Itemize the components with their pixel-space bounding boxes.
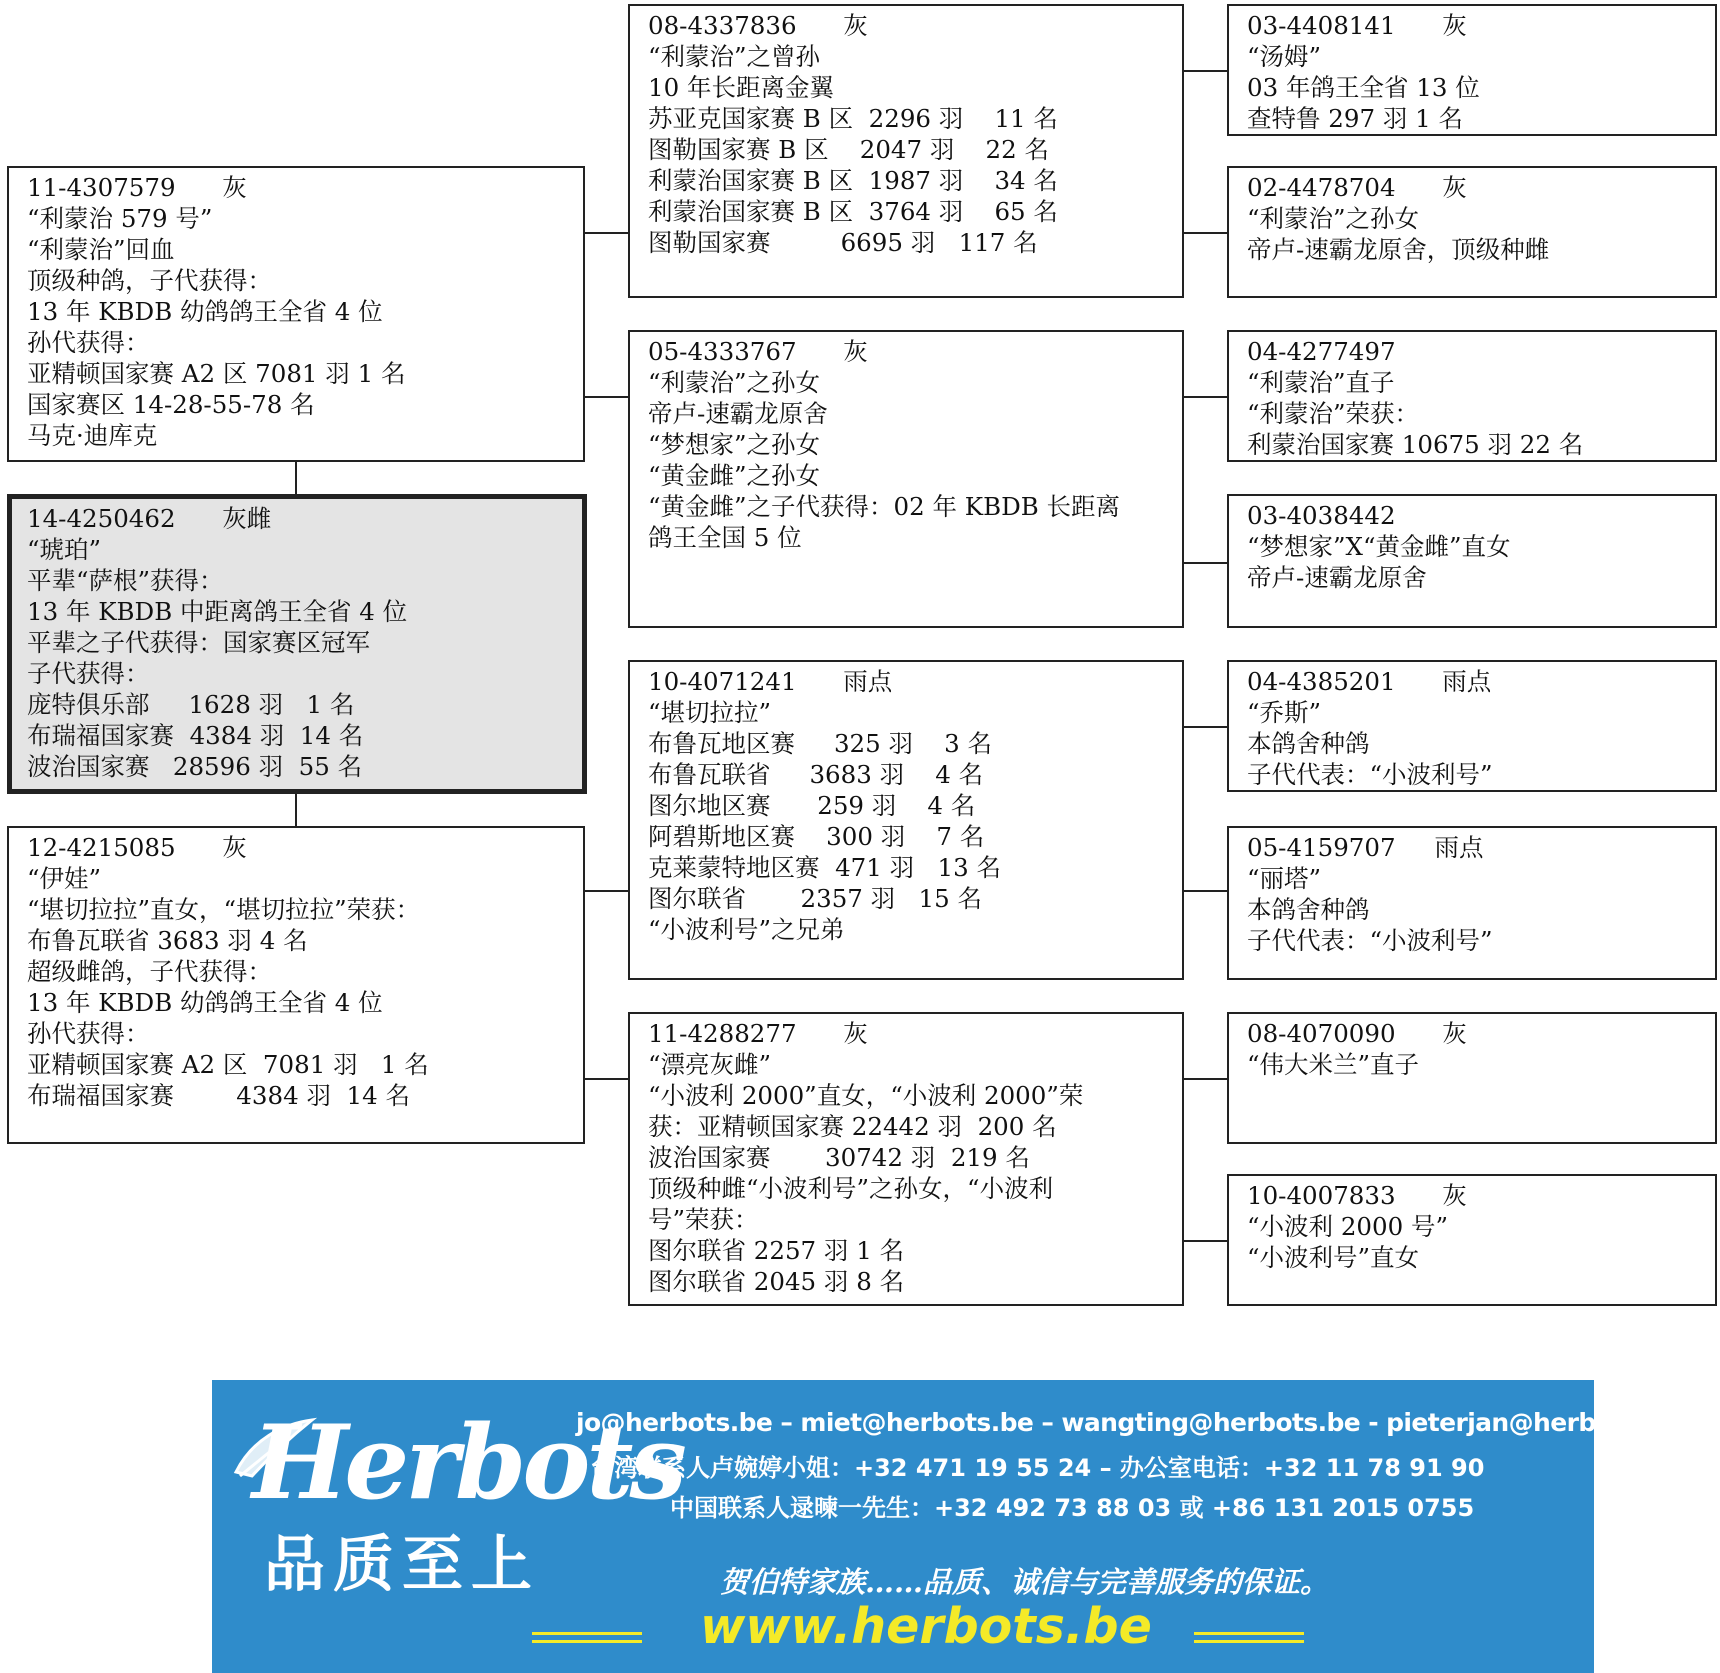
pedigree-line: 13 年 KBDB 中距离鸽王全省 4 位 — [27, 597, 408, 626]
pedigree-line: 波治国家赛 30742 羽 219 名 — [648, 1143, 1030, 1172]
banner-taiwan-contact: 台湾联系人卢婉婷小姐：+32 471 19 55 24 – 办公室电话：+32 11 78 91 90 — [590, 1454, 1485, 1482]
url-underline-left — [532, 1632, 642, 1635]
dam-dam-card — [628, 1012, 1184, 1306]
pedigree-line: 阿碧斯地区赛 300 羽 7 名 — [648, 822, 985, 851]
pedigree-line: 帝卢-速霸龙原舍 — [648, 399, 828, 428]
pedigree-line: 利蒙治国家赛 B 区 3764 羽 65 名 — [648, 197, 1058, 226]
pedigree-line: 利蒙治国家赛 10675 羽 22 名 — [1247, 430, 1584, 459]
connector-sd-dam — [1184, 562, 1227, 564]
herbots-banner — [212, 1380, 1681, 1673]
pedigree-line: 图尔联省 2357 羽 15 名 — [648, 884, 982, 913]
pedigree-line: 图勒国家赛 B 区 2047 羽 22 名 — [648, 135, 1049, 164]
connector-ds-dam — [1184, 890, 1227, 892]
pedigree-line: 子代代表：“小波利号” — [1247, 760, 1493, 789]
connector-ss-sire — [1184, 70, 1227, 72]
pedigree-line: “利蒙治”之曾孙 — [648, 42, 821, 71]
pedigree-line: 图尔地区赛 259 羽 4 名 — [648, 791, 976, 820]
connector-dam-dd — [585, 1078, 628, 1080]
connector-sire-sd — [585, 396, 628, 398]
pedigree-line: “汤姆” — [1247, 42, 1322, 71]
pedigree-line: 号”荣获： — [648, 1205, 759, 1234]
ds-dam-card — [1227, 826, 1717, 980]
connector-dd-dam — [1184, 1240, 1227, 1242]
pedigree-line: 克莱蒙特地区赛 471 羽 13 名 — [648, 853, 1001, 882]
url-underline-left-2 — [532, 1640, 642, 1643]
pedigree-line: 13 年 KBDB 幼鸽鸽王全省 4 位 — [27, 297, 383, 326]
pedigree-line: 平辈之子代获得：国家赛区冠军 — [27, 628, 370, 657]
pedigree-line: 苏亚克国家赛 B 区 2296 羽 11 名 — [648, 104, 1058, 133]
pedigree-line: 12-4215085 灰 — [27, 833, 247, 862]
connector-ss-dam — [1184, 232, 1227, 234]
sd-sire-card — [1227, 330, 1717, 462]
pedigree-line: “利蒙治”之孙女 — [648, 368, 821, 397]
pedigree-line: 11-4307579 灰 — [27, 173, 247, 202]
pedigree-line: 本鸽舍种鸽 — [1247, 895, 1370, 924]
pedigree-line: 国家赛区 14-28-55-78 名 — [27, 390, 315, 419]
subject-card — [7, 494, 587, 794]
pedigree-line: 04-4385201 雨点 — [1247, 667, 1492, 696]
pedigree-line: 顶级种雌“小波利号”之孙女，“小波利 — [648, 1174, 1054, 1203]
pedigree-line: “伟大米兰”直子 — [1247, 1050, 1420, 1079]
banner-emails: jo@herbots.be – miet@herbots.be – wangting@herbots.be - pieterjan@herbots.be — [576, 1408, 1681, 1437]
pedigree-line: 布瑞福国家赛 4384 羽 14 名 — [27, 721, 364, 750]
pedigree-line: “梦想家”之孙女 — [648, 430, 821, 459]
pedigree-line: 帝卢-速霸龙原舍 — [1247, 563, 1427, 592]
pedigree-line: 波治国家赛 28596 羽 55 名 — [27, 752, 363, 781]
banner-slogan: 贺伯特家族……品质、诚信与完善服务的保证。 — [720, 1565, 1330, 1599]
pedigree-line: “利蒙治 579 号” — [27, 204, 213, 233]
connector-sd-sire — [1184, 396, 1227, 398]
pedigree-line: 布瑞福国家赛 4384 羽 14 名 — [27, 1081, 410, 1110]
ss-dam-card — [1227, 166, 1717, 298]
connector-ds-sire — [1184, 726, 1227, 728]
pedigree-line: “堪切拉拉” — [648, 698, 772, 727]
pedigree-line: “小波利 2000”直女，“小波利 2000”荣 — [648, 1081, 1084, 1110]
pedigree-line: “伊娃” — [27, 864, 102, 893]
pedigree-line: 布鲁瓦联省 3683 羽 4 名 — [648, 760, 984, 789]
pedigree-line: 05-4159707 雨点 — [1247, 833, 1484, 862]
pedigree-line: “丽塔” — [1247, 864, 1322, 893]
pedigree-line: “黄金雌”之孙女 — [648, 461, 821, 490]
pedigree-line: 布鲁瓦联省 3683 羽 4 名 — [27, 926, 308, 955]
pedigree-line: 04-4277497 — [1247, 337, 1396, 366]
pedigree-line: 顶级种鸽，子代获得： — [27, 266, 272, 295]
ss-sire-card — [1227, 4, 1717, 136]
pedigree-line: 08-4337836 灰 — [648, 11, 868, 40]
pedigree-line: 本鸽舍种鸽 — [1247, 729, 1370, 758]
pedigree-line: 图尔联省 2045 羽 8 名 — [648, 1267, 905, 1296]
pedigree-line: 子代代表：“小波利号” — [1247, 926, 1493, 955]
pedigree-line: “利蒙治”直子 — [1247, 368, 1395, 397]
connector-dam-ds — [585, 890, 628, 892]
pedigree-line: 庞特俱乐部 1628 羽 1 名 — [27, 690, 355, 719]
pedigree-line: 布鲁瓦地区赛 325 羽 3 名 — [648, 729, 993, 758]
logo-wordmark: Herbots — [252, 1403, 683, 1523]
pedigree-line: 亚精顿国家赛 A2 区 7081 羽 1 名 — [27, 1050, 429, 1079]
pedigree-line: 10-4007833 灰 — [1247, 1181, 1467, 1210]
pedigree-line: 03 年鸽王全省 13 位 — [1247, 73, 1480, 102]
dd-dam-card — [1227, 1174, 1717, 1306]
pedigree-line: 查特鲁 297 羽 1 名 — [1247, 104, 1464, 133]
connector-subject-dam — [295, 794, 297, 826]
pedigree-line: “利蒙治”荣获： — [1247, 399, 1420, 428]
pedigree-line: “乔斯” — [1247, 698, 1322, 727]
pedigree-line: 13 年 KBDB 幼鸽鸽王全省 4 位 — [27, 988, 383, 1017]
ds-sire-card — [1227, 660, 1717, 792]
pedigree-line: 08-4070090 灰 — [1247, 1019, 1467, 1048]
pedigree-line: 10-4071241 雨点 — [648, 667, 893, 696]
pedigree-line: “利蒙治”之孙女 — [1247, 204, 1420, 233]
pedigree-line: 获：亚精顿国家赛 22442 羽 200 名 — [648, 1112, 1057, 1141]
pedigree-line: 平辈“萨根”获得： — [27, 566, 224, 595]
pedigree-line: “小波利号”之兄弟 — [648, 915, 845, 944]
banner-tagline: 品质至上 — [264, 1529, 541, 1600]
pedigree-line: 05-4333767 灰 — [648, 337, 868, 366]
url-underline-right — [1194, 1632, 1304, 1635]
website-link[interactable]: www.herbots.be — [700, 1598, 1152, 1655]
pedigree-line: 鸽王全国 5 位 — [648, 523, 802, 552]
pedigree-line: 14-4250462 灰雌 — [27, 504, 272, 533]
pedigree-line: 亚精顿国家赛 A2 区 7081 羽 1 名 — [27, 359, 406, 388]
herbots-logo — [212, 1380, 683, 1523]
sd-dam-card — [1227, 494, 1717, 628]
pedigree-line: 利蒙治国家赛 B 区 1987 羽 34 名 — [648, 166, 1058, 195]
pedigree-line: 图尔联省 2257 羽 1 名 — [648, 1236, 905, 1265]
pedigree-line: 子代获得： — [27, 659, 150, 688]
pedigree-line: 11-4288277 灰 — [648, 1019, 868, 1048]
pedigree-line: 03-4038442 — [1247, 501, 1396, 530]
connector-dd-sire — [1184, 1078, 1227, 1080]
pedigree-line: “小波利 2000 号” — [1247, 1212, 1448, 1241]
pedigree-line: “小波利号”直女 — [1247, 1243, 1420, 1272]
url-underline-right-2 — [1194, 1640, 1304, 1643]
pedigree-line: “黄金雌”之子代获得：02 年 KBDB 长距离 — [648, 492, 1121, 521]
pedigree-line: “琥珀” — [27, 535, 102, 564]
pedigree-line: 图勒国家赛 6695 羽 117 名 — [648, 228, 1038, 257]
sire-card — [7, 166, 585, 462]
connector-sire-ss — [585, 232, 628, 234]
pedigree-line: 马克·迪库克 — [27, 421, 158, 450]
dam-card — [7, 826, 585, 1144]
pedigree-line: 超级雌鸽，子代获得： — [27, 957, 272, 986]
pedigree-line: 03-4408141 灰 — [1247, 11, 1467, 40]
connector-sire-subject — [295, 462, 297, 494]
sire-sire-card — [628, 4, 1184, 298]
pedigree-line: 孙代获得： — [27, 1019, 150, 1048]
pedigree-line: “漂亮灰雌” — [648, 1050, 772, 1079]
pedigree-line: “利蒙治”回血 — [27, 235, 175, 264]
pedigree-line: 孙代获得： — [27, 328, 150, 357]
banner-china-contact: 中国联系人逯暕一先生：+32 492 73 88 03 或 +86 131 2015 0755 — [670, 1494, 1475, 1522]
sire-dam-card — [628, 330, 1184, 628]
pedigree-line: 02-4478704 灰 — [1247, 173, 1467, 202]
dd-sire-card — [1227, 1012, 1717, 1144]
dam-sire-card — [628, 660, 1184, 980]
pedigree-line: 帝卢-速霸龙原舍，顶级种雌 — [1247, 235, 1550, 264]
pedigree-line: “堪切拉拉”直女，“堪切拉拉”荣获： — [27, 895, 421, 924]
pedigree-line: 10 年长距离金翼 — [648, 73, 834, 102]
pedigree-line: “梦想家”X“黄金雌”直女 — [1247, 532, 1511, 561]
